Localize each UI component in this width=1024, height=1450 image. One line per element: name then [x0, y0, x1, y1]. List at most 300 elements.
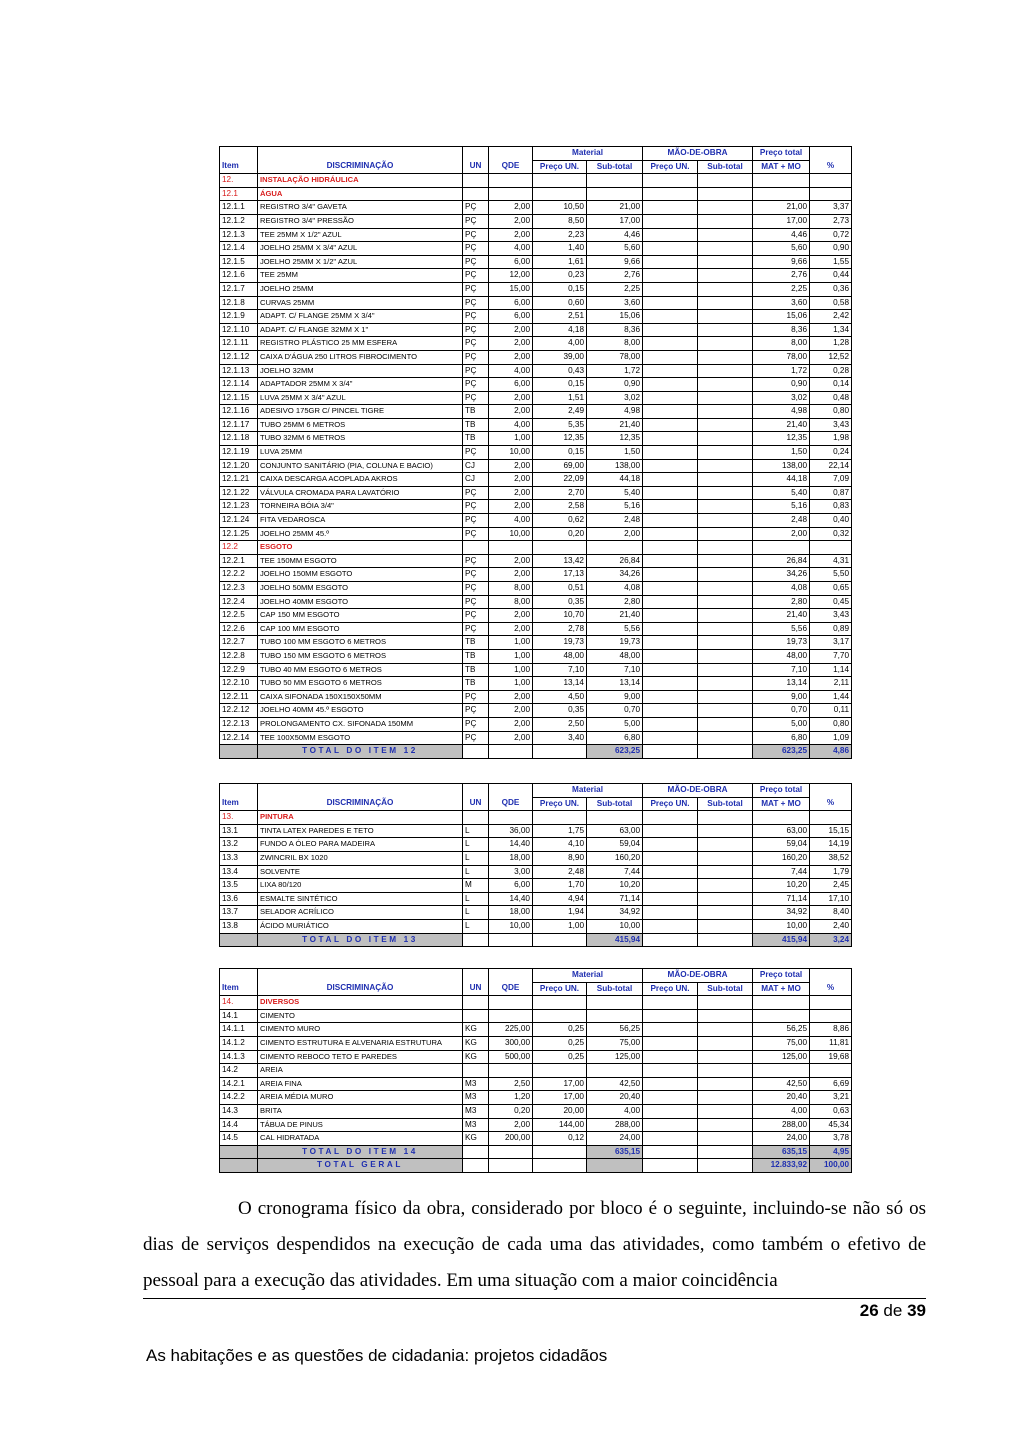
- total-price: 13,14: [753, 677, 810, 691]
- quantity: 300,00: [489, 1036, 533, 1050]
- section-row: [220, 811, 852, 825]
- total-price: 415,94: [753, 933, 810, 947]
- empty-cell: [463, 174, 489, 188]
- unit: PÇ: [463, 378, 489, 392]
- labor-unit-price: [643, 1050, 698, 1064]
- empty-cell: [753, 174, 810, 188]
- total-price: 71,14: [753, 892, 810, 906]
- table-row: [220, 228, 852, 242]
- quantity: 2,00: [489, 337, 533, 351]
- table-row: [220, 282, 852, 296]
- header-preco-un-mo: Preço UN.: [643, 797, 698, 811]
- percent: 0,58: [810, 296, 852, 310]
- total-blank-cell: [533, 745, 587, 759]
- labor-unit-price: [643, 323, 698, 337]
- percent: 17,10: [810, 892, 852, 906]
- empty-cell: [587, 541, 643, 555]
- unit-price: 0,35: [533, 595, 587, 609]
- subtotal: 5,40: [587, 486, 643, 500]
- labor-unit-price: [643, 228, 698, 242]
- header-qde: QDE: [489, 982, 533, 996]
- subtotal: 59,04: [587, 838, 643, 852]
- unit-price: 8,50: [533, 214, 587, 228]
- labor-unit-price: [643, 892, 698, 906]
- labor-unit-price: [643, 486, 698, 500]
- item-code: 14.: [220, 996, 258, 1010]
- subtotal: 42,50: [587, 1077, 643, 1091]
- total-price: 7,44: [753, 865, 810, 879]
- labor-subtotal: [698, 527, 753, 541]
- item-code: 12.1.19: [220, 446, 258, 460]
- labor-unit-price: [643, 906, 698, 920]
- labor-subtotal: [698, 919, 753, 933]
- total-blank-cell: [698, 1159, 753, 1173]
- total-percent: 4,95: [810, 1145, 852, 1159]
- item-description: FUNDO A ÓLEO PARA MADEIRA: [258, 838, 463, 852]
- table-header-row: [220, 160, 852, 174]
- labor-unit-price: [643, 1091, 698, 1105]
- subtotal: 12,35: [587, 432, 643, 446]
- percent: 0,24: [810, 446, 852, 460]
- table-row: [220, 350, 852, 364]
- total-material-subtotal: 635,15: [587, 1145, 643, 1159]
- labor-unit-price: [643, 418, 698, 432]
- header-blank-cell: [810, 784, 852, 798]
- item-code: 12.1.21: [220, 473, 258, 487]
- item-code: 12.1.8: [220, 296, 258, 310]
- labor-subtotal: [698, 1132, 753, 1146]
- header-percent: %: [810, 797, 852, 811]
- empty-cell: [698, 541, 753, 555]
- labor-unit-price: [643, 446, 698, 460]
- quantity: 14,40: [489, 838, 533, 852]
- unit: TB: [463, 418, 489, 432]
- item-code: 13.1: [220, 824, 258, 838]
- labor-subtotal: [698, 1077, 753, 1091]
- unit-price: 1,75: [533, 824, 587, 838]
- total-label: TOTAL DO ITEM 12: [258, 745, 463, 759]
- unit-price: 2,78: [533, 622, 587, 636]
- percent: 0,63: [810, 1104, 852, 1118]
- unit: PÇ: [463, 364, 489, 378]
- total-price: 7,10: [753, 663, 810, 677]
- table-row: [220, 690, 852, 704]
- item-code: 12.1.9: [220, 310, 258, 324]
- table-row: [220, 609, 852, 623]
- quantity: 2,00: [489, 1118, 533, 1132]
- unit-price: 69,00: [533, 459, 587, 473]
- header-item: Item: [220, 160, 258, 174]
- subtotal: 160,20: [587, 851, 643, 865]
- unit: M3: [463, 1091, 489, 1105]
- header-blank-cell: [220, 969, 258, 983]
- item-description: JOELHO 50MM ESGOTO: [258, 582, 463, 596]
- percent: 1,98: [810, 432, 852, 446]
- quantity: 18,00: [489, 851, 533, 865]
- labor-unit-price: [643, 378, 698, 392]
- empty-cell: [463, 811, 489, 825]
- unit: TB: [463, 677, 489, 691]
- table-header-row: [220, 784, 852, 798]
- percent: 1,34: [810, 323, 852, 337]
- empty-cell: [698, 996, 753, 1010]
- total-price: 8,00: [753, 337, 810, 351]
- item-code: 12.2.2: [220, 568, 258, 582]
- header-mao-de-obra: MÃO-DE-OBRA: [643, 784, 753, 798]
- item-description: ÁCIDO MURIÁTICO: [258, 919, 463, 933]
- table-row: [220, 514, 852, 528]
- item-description: JOELHO 150MM ESGOTO: [258, 568, 463, 582]
- item-code: 12.1.25: [220, 527, 258, 541]
- table-row: [220, 486, 852, 500]
- empty-cell: [643, 541, 698, 555]
- total-percent: 4,86: [810, 745, 852, 759]
- subtotal: 0,70: [587, 704, 643, 718]
- percent: 2,11: [810, 677, 852, 691]
- table-row: [220, 879, 852, 893]
- quantity: 10,00: [489, 446, 533, 460]
- total-price: 4,98: [753, 405, 810, 419]
- table-row: [220, 663, 852, 677]
- percent: 3,21: [810, 1091, 852, 1105]
- empty-cell: [753, 541, 810, 555]
- section-title: PINTURA: [258, 811, 463, 825]
- total-blank-cell: [643, 1145, 698, 1159]
- percent: 0,87: [810, 486, 852, 500]
- labor-unit-price: [643, 1118, 698, 1132]
- labor-unit-price: [643, 568, 698, 582]
- unit: PÇ: [463, 228, 489, 242]
- labor-subtotal: [698, 1118, 753, 1132]
- section-row: [220, 174, 852, 188]
- total-price: 21,40: [753, 418, 810, 432]
- labor-unit-price: [643, 310, 698, 324]
- item-code: 12.2.9: [220, 663, 258, 677]
- labor-unit-price: [643, 432, 698, 446]
- unit-price: 17,13: [533, 568, 587, 582]
- header-blank-cell: [220, 147, 258, 161]
- unit: TB: [463, 663, 489, 677]
- total-price: 3,02: [753, 391, 810, 405]
- item-code: 12.2.4: [220, 595, 258, 609]
- total-row: [220, 745, 852, 759]
- total-price: 42,50: [753, 1077, 810, 1091]
- footer-title: As habitações e as questões de cidadania: projetos cidadãos: [146, 1346, 608, 1365]
- table-header-row: [220, 969, 852, 983]
- unit: PÇ: [463, 731, 489, 745]
- subtotal: [587, 1064, 643, 1078]
- table-row: [220, 824, 852, 838]
- quantity: [489, 1064, 533, 1078]
- unit-price: 3,40: [533, 731, 587, 745]
- quantity: 8,00: [489, 595, 533, 609]
- labor-unit-price: [643, 677, 698, 691]
- unit-price: 2,23: [533, 228, 587, 242]
- labor-subtotal: [698, 568, 753, 582]
- percent: 1,14: [810, 663, 852, 677]
- percent: 1,55: [810, 255, 852, 269]
- percent: 3,78: [810, 1132, 852, 1146]
- subtotal: 4,46: [587, 228, 643, 242]
- item-code: 12.2: [220, 541, 258, 555]
- subtotal: 7,44: [587, 865, 643, 879]
- labor-subtotal: [698, 323, 753, 337]
- table-row: [220, 364, 852, 378]
- header-qde: QDE: [489, 797, 533, 811]
- percent: 15,15: [810, 824, 852, 838]
- item-description: CAIXA D'ÁGUA 250 LITROS FIBROCIMENTO: [258, 350, 463, 364]
- page-current: 26: [859, 1301, 879, 1320]
- subtotal: 5,56: [587, 622, 643, 636]
- labor-unit-price: [643, 350, 698, 364]
- header-discriminacao: DISCRIMINAÇÃO: [258, 797, 463, 811]
- labor-unit-price: [643, 1036, 698, 1050]
- header-qde: QDE: [489, 160, 533, 174]
- quantity: 200,00: [489, 1132, 533, 1146]
- unit-price: 1,51: [533, 391, 587, 405]
- empty-cell: [587, 811, 643, 825]
- header-sub-total: Sub-total: [587, 160, 643, 174]
- labor-subtotal: [698, 418, 753, 432]
- item-description: SELADOR ACRÍLICO: [258, 906, 463, 920]
- header-blank-cell: [463, 147, 489, 161]
- unit: PÇ: [463, 350, 489, 364]
- item-code: 14.3: [220, 1104, 258, 1118]
- total-price: 17,00: [753, 214, 810, 228]
- quantity: 2,00: [489, 609, 533, 623]
- item-description: JOELHO 32MM: [258, 364, 463, 378]
- item-code: 12.1.23: [220, 500, 258, 514]
- page-of: de: [883, 1301, 903, 1320]
- empty-cell: [587, 187, 643, 201]
- unit-price: 0,60: [533, 296, 587, 310]
- item-description: TUBO 100 MM ESGOTO 6 METROS: [258, 636, 463, 650]
- subtotal: 288,00: [587, 1118, 643, 1132]
- percent: 0,28: [810, 364, 852, 378]
- unit: PÇ: [463, 201, 489, 215]
- unit: KG: [463, 1132, 489, 1146]
- subtotal: 10,20: [587, 879, 643, 893]
- item-code: 12.2.3: [220, 582, 258, 596]
- labor-subtotal: [698, 432, 753, 446]
- labor-subtotal: [698, 1104, 753, 1118]
- total-percent: 3,24: [810, 933, 852, 947]
- labor-subtotal: [698, 636, 753, 650]
- total-price: 26,84: [753, 554, 810, 568]
- percent: 1,28: [810, 337, 852, 351]
- budget-table-item-12: [219, 146, 852, 759]
- labor-subtotal: [698, 350, 753, 364]
- percent: 22,14: [810, 459, 852, 473]
- unit: L: [463, 851, 489, 865]
- table-row: [220, 378, 852, 392]
- quantity: 3,00: [489, 865, 533, 879]
- subtotal: 4,08: [587, 582, 643, 596]
- item-code: 12.1.22: [220, 486, 258, 500]
- subtotal: 44,18: [587, 473, 643, 487]
- header-sub-total: Sub-total: [587, 982, 643, 996]
- labor-subtotal: [698, 582, 753, 596]
- unit: M3: [463, 1104, 489, 1118]
- table-row: [220, 242, 852, 256]
- total-blank-cell: [489, 1145, 533, 1159]
- table-row: [220, 1077, 852, 1091]
- labor-subtotal: [698, 554, 753, 568]
- table-row: [220, 649, 852, 663]
- subtotal: 13,14: [587, 677, 643, 691]
- table-row: [220, 1132, 852, 1146]
- table-row: [220, 1104, 852, 1118]
- total-price: 63,00: [753, 824, 810, 838]
- empty-cell: [489, 174, 533, 188]
- total-price: 5,40: [753, 486, 810, 500]
- item-description: CIMENTO ESTRUTURA E ALVENARIA ESTRUTURA: [258, 1036, 463, 1050]
- total-price: 3,60: [753, 296, 810, 310]
- unit: M: [463, 879, 489, 893]
- item-description: JOELHO 40MM ESGOTO: [258, 595, 463, 609]
- section-row: [220, 541, 852, 555]
- item-code: 14.1.1: [220, 1023, 258, 1037]
- unit: PÇ: [463, 242, 489, 256]
- total-blank-cell: [698, 745, 753, 759]
- percent: 2,73: [810, 214, 852, 228]
- subtotal: 2,25: [587, 282, 643, 296]
- unit: PÇ: [463, 269, 489, 283]
- unit: CJ: [463, 459, 489, 473]
- quantity: 1,00: [489, 636, 533, 650]
- unit-price: 48,00: [533, 649, 587, 663]
- item-code: 14.4: [220, 1118, 258, 1132]
- item-description: ADAPT. C/ FLANGE 32MM X 1": [258, 323, 463, 337]
- item-description: TINTA LATEX PAREDES E TETO: [258, 824, 463, 838]
- subtotal: 15,06: [587, 310, 643, 324]
- unit: L: [463, 919, 489, 933]
- percent: 0,48: [810, 391, 852, 405]
- percent: 0,65: [810, 582, 852, 596]
- total-price: 12,35: [753, 432, 810, 446]
- percent: 0,83: [810, 500, 852, 514]
- header-un: UN: [463, 982, 489, 996]
- unit-price: 0,25: [533, 1023, 587, 1037]
- table-row: [220, 636, 852, 650]
- total-blank-cell: [463, 1145, 489, 1159]
- item-description: AREIA FINA: [258, 1077, 463, 1091]
- header-preco-total: Preço total: [753, 969, 810, 983]
- item-description: TEE 25MM X 1/2" AZUL: [258, 228, 463, 242]
- table-row: [220, 1050, 852, 1064]
- quantity: 2,00: [489, 391, 533, 405]
- unit-price: 1,40: [533, 242, 587, 256]
- subtotal: [587, 1009, 643, 1023]
- total-price: 6,80: [753, 731, 810, 745]
- unit: PÇ: [463, 323, 489, 337]
- total-price: 2,25: [753, 282, 810, 296]
- table-row: [220, 892, 852, 906]
- total-blank-cell: [463, 933, 489, 947]
- empty-cell: [489, 541, 533, 555]
- item-code: 12.1.14: [220, 378, 258, 392]
- item-description: CONJUNTO SANITÁRIO (PIA, COLUNA E BACIO): [258, 459, 463, 473]
- labor-unit-price: [643, 500, 698, 514]
- labor-unit-price: [643, 527, 698, 541]
- empty-cell: [643, 174, 698, 188]
- labor-subtotal: [698, 677, 753, 691]
- quantity: 2,00: [489, 690, 533, 704]
- unit: PÇ: [463, 486, 489, 500]
- unit-price: 0,15: [533, 378, 587, 392]
- section-row: [220, 996, 852, 1010]
- item-description: CAIXA SIFONADA 150X150X50MM: [258, 690, 463, 704]
- item-code: 12.1.17: [220, 418, 258, 432]
- labor-unit-price: [643, 851, 698, 865]
- total-label: TOTAL DO ITEM 13: [258, 933, 463, 947]
- header-blank-cell: [220, 784, 258, 798]
- empty-cell: [463, 187, 489, 201]
- header-preco-un: Preço UN.: [533, 160, 587, 174]
- subtotal: 24,00: [587, 1132, 643, 1146]
- total-blank-cell: [698, 1145, 753, 1159]
- item-description: LUVA 25MM X 3/4" AZUL: [258, 391, 463, 405]
- labor-subtotal: [698, 1023, 753, 1037]
- unit: TB: [463, 649, 489, 663]
- total-price: [753, 1064, 810, 1078]
- unit: PÇ: [463, 255, 489, 269]
- total-price: [753, 1009, 810, 1023]
- unit: PÇ: [463, 527, 489, 541]
- unit: PÇ: [463, 214, 489, 228]
- unit-price: 4,10: [533, 838, 587, 852]
- empty-cell: [533, 187, 587, 201]
- unit: PÇ: [463, 582, 489, 596]
- percent: 0,90: [810, 242, 852, 256]
- unit: PÇ: [463, 595, 489, 609]
- header-item: Item: [220, 797, 258, 811]
- item-code: 12.2.10: [220, 677, 258, 691]
- unit: KG: [463, 1023, 489, 1037]
- empty-cell: [810, 187, 852, 201]
- item-code: 13.6: [220, 892, 258, 906]
- subtotal: 63,00: [587, 824, 643, 838]
- total-price: 160,20: [753, 851, 810, 865]
- total-price: 4,00: [753, 1104, 810, 1118]
- percent: 0,44: [810, 269, 852, 283]
- item-code: 13.3: [220, 851, 258, 865]
- labor-unit-price: [643, 690, 698, 704]
- unit-price: 19,73: [533, 636, 587, 650]
- header-sub-total: Sub-total: [587, 797, 643, 811]
- header-mao-de-obra: MÃO-DE-OBRA: [643, 147, 753, 161]
- empty-cell: [753, 811, 810, 825]
- empty-cell: [463, 996, 489, 1010]
- unit-price: 22,09: [533, 473, 587, 487]
- table-header-row: [220, 982, 852, 996]
- section-title: INSTALAÇÃO HIDRÁULICA: [258, 174, 463, 188]
- unit: KG: [463, 1036, 489, 1050]
- item-description: TUBO 25MM 6 METROS: [258, 418, 463, 432]
- total-price: 623,25: [753, 745, 810, 759]
- labor-unit-price: [643, 919, 698, 933]
- labor-subtotal: [698, 824, 753, 838]
- section-title: DIVERSOS: [258, 996, 463, 1010]
- item-code: 12.1: [220, 187, 258, 201]
- total-price: 4,46: [753, 228, 810, 242]
- subtotal: 8,36: [587, 323, 643, 337]
- labor-subtotal: [698, 595, 753, 609]
- percent: 3,37: [810, 201, 852, 215]
- table-row: [220, 554, 852, 568]
- header-mat-mo: MAT + MO: [753, 982, 810, 996]
- unit: PÇ: [463, 622, 489, 636]
